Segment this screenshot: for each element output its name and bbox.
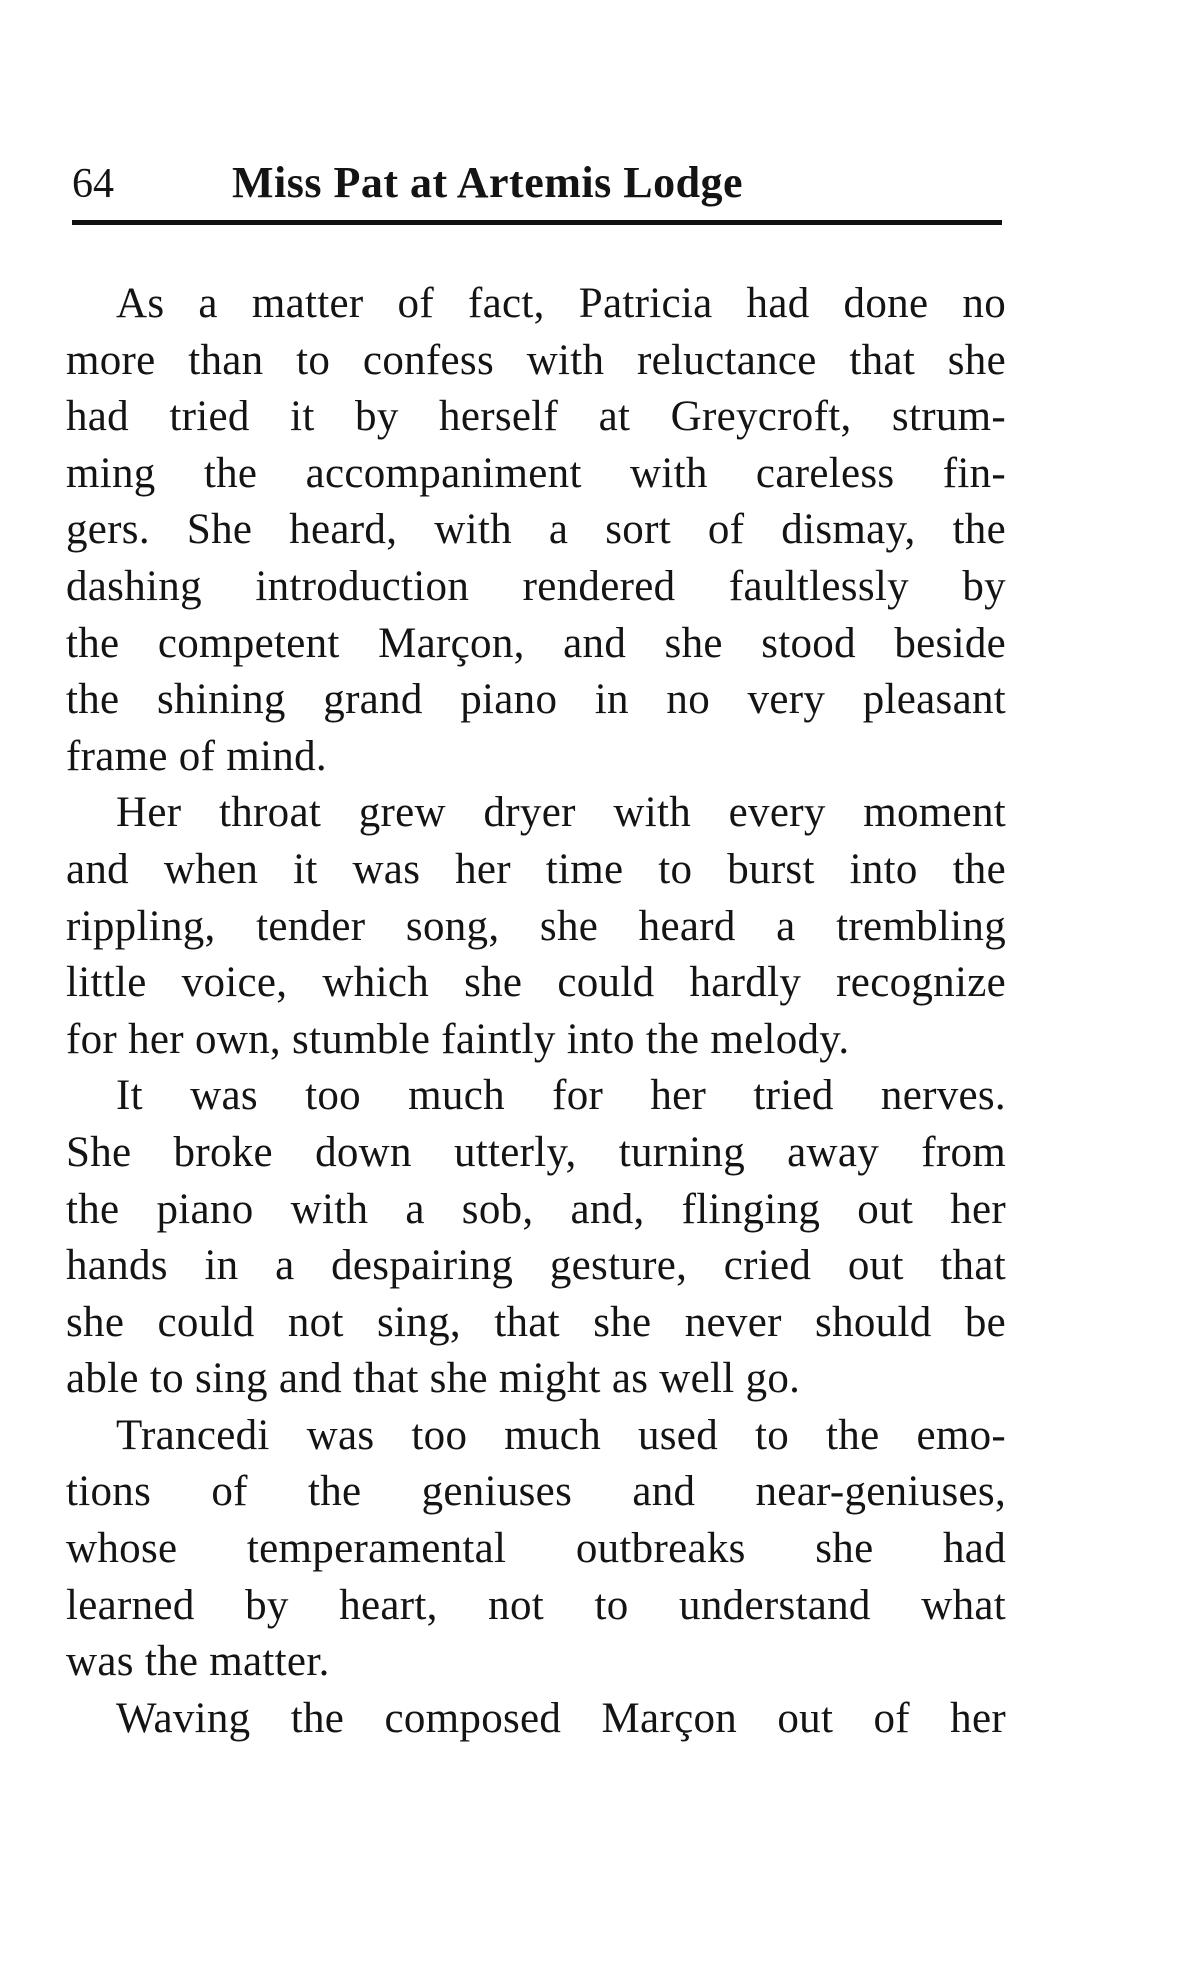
text-line: the shining grand piano in no very pleasant: [66, 676, 1006, 724]
text-line: learned by heart, not to understand what: [66, 1581, 1006, 1629]
text-line: Trancedi was too much used to the emo-: [116, 1411, 1006, 1459]
text-line: hands in a despairing gesture, cried out that: [66, 1242, 1006, 1290]
body-text: [66, 276, 1006, 1747]
text-line: the competent Marçon, and she stood beside: [66, 619, 1006, 667]
text-line: was the matter.: [66, 1638, 330, 1686]
text-line: the piano with a sob, and, flinging out her: [66, 1185, 1006, 1233]
text-line: As a matter of fact, Patricia had done no: [116, 280, 1006, 327]
text-line: had tried it by herself at Greycroft, strum-: [66, 393, 1006, 441]
text-line: ming the accompaniment with careless fin-: [66, 449, 1006, 497]
text-line: she could not sing, that she never should be: [66, 1298, 1006, 1346]
text-line: rippling, tender song, she heard a trembling: [66, 902, 1006, 950]
text-line: able to sing and that she might as well go.: [66, 1355, 801, 1403]
text-line: frame of mind.: [66, 732, 327, 780]
text-line: dashing introduction rendered faultlessly by: [66, 562, 1006, 610]
text-line: tions of the geniuses and near-geniuses,: [66, 1468, 1006, 1516]
text-line: for her own, stumble faintly into the melody.: [66, 1015, 850, 1063]
text-line: little voice, which she could hardly recognize: [66, 959, 1006, 1007]
text-line: gers. She heard, with a sort of dismay, the: [66, 506, 1006, 554]
text-line: She broke down utterly, turning away from: [66, 1128, 1006, 1176]
header-rule: [72, 220, 1002, 225]
text-line: Waving the composed Marçon out of her: [116, 1694, 1006, 1742]
text-line: and when it was her time to burst into the: [66, 845, 1006, 893]
running-title: Miss Pat at Artemis Lodge: [232, 158, 744, 207]
text-line: whose temperamental outbreaks she had: [66, 1525, 1006, 1573]
text-line: more than to confess with reluctance that she: [66, 336, 1006, 384]
text-line: Her throat grew dryer with every moment: [116, 789, 1006, 837]
text-line: It was too much for her tried nerves.: [116, 1072, 1006, 1120]
page-number: 64: [72, 161, 114, 207]
running-head: [72, 152, 1012, 212]
